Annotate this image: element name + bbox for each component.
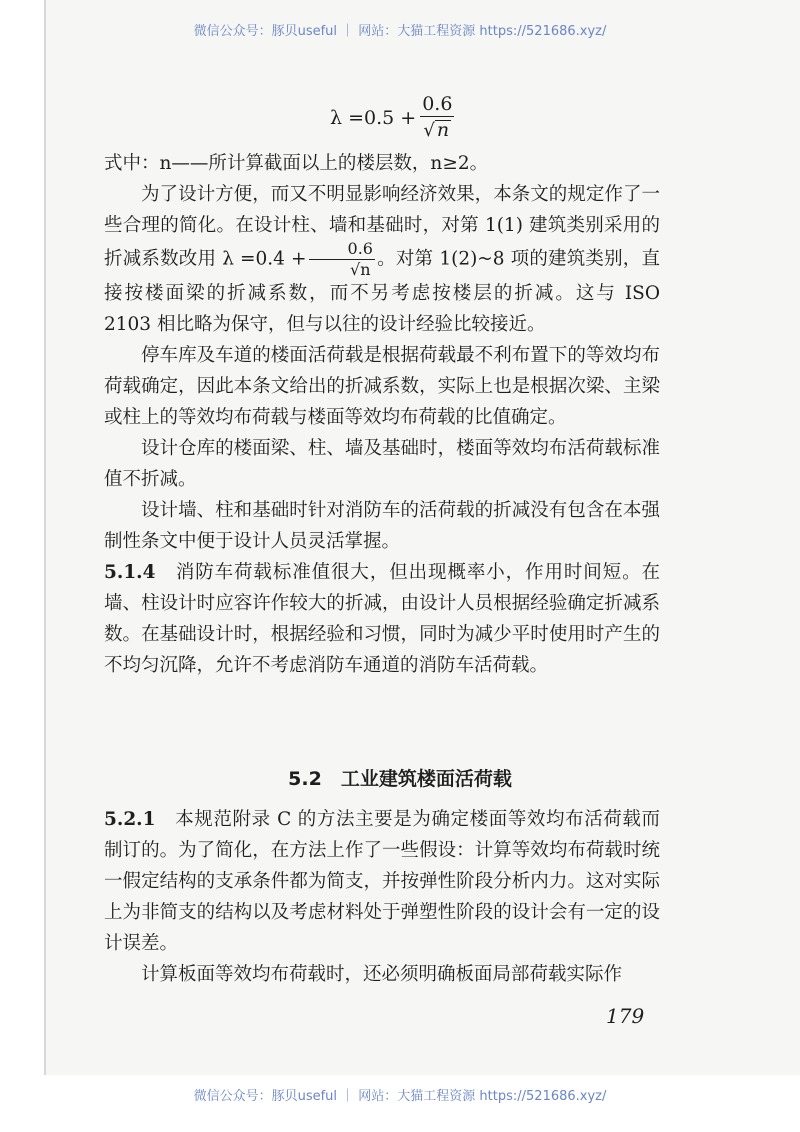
paragraph-warehouse: 设计仓库的楼面梁、柱、墙及基础时，楼面等效均布活荷载标准值不折减。 <box>104 438 660 490</box>
inline-fraction-numerator: 0.6 <box>309 241 375 260</box>
formula-numerator: 0.6 <box>422 93 453 115</box>
page-edge <box>44 0 46 1075</box>
body-text-upper <box>104 148 660 681</box>
formula-lambda <box>330 95 454 140</box>
formula-lhs: λ =0.5 + <box>330 106 417 129</box>
inline-fraction-denominator: √n <box>350 260 371 279</box>
clause-number-5-1-4: 5.1.4 <box>104 562 156 583</box>
formula-radicand: n <box>436 119 450 141</box>
watermark-bottom: 微信公众号：豚贝useful ｜ 网站：大猫工程资源 https://521686.xyz/ <box>193 1089 607 1104</box>
paragraph-simplification <box>104 179 660 340</box>
paragraph-5-1-4 <box>104 557 660 681</box>
paragraph-fire-truck-design: 设计墙、柱和基础时针对消防车的活荷载的折减没有包含在本强制性条文中便于设计人员灵活掌握。 <box>104 500 660 552</box>
formula-denominator <box>423 117 451 140</box>
paragraph-garage: 停车库及车道的楼面活荷载是根据荷载最不利布置下的等效均布荷载确定，因此本条文给出的折减系数，实际上也是根据次梁、主梁或柱上的等效均布荷载与楼面等效均布荷载的比值确定。 <box>104 345 660 428</box>
body-text-lower <box>104 804 660 990</box>
sqrt-icon: √ <box>423 120 435 141</box>
paragraph-simplification-part1: 为了设计方便，而又不明显影响经济效果，本条文的规定作了一些合理的简化。在设计柱、墙和基础时，对第 1(1) 建筑类别采用的折减系数改用 λ =0.4 + <box>104 184 660 270</box>
clause-text-5-1-4: 消防车荷载标准值很大，但出现概率小，作用时间短。在墙、柱设计时应容许作较大的折减，由设计人员根据经验确定折减系数。在基础设计时，根据经验和习惯，同时为减少平时使用时产生的不均匀沉降，允许不考虑消防车通道的消防车活荷载。 <box>104 562 660 676</box>
paragraph-5-2-1 <box>104 804 660 959</box>
section-title: 5.2 工业建筑楼面活荷载 <box>288 768 512 790</box>
watermark-top: 微信公众号：豚贝useful ｜ 网站：大猫工程资源 https://521686.xyz/ <box>193 24 607 39</box>
clause-number-5-2-1: 5.2.1 <box>104 809 156 830</box>
paragraph-formula-note: 式中：n——所计算截面以上的楼层数，n≥2。 <box>104 153 489 174</box>
paragraph-slab-load: 计算板面等效均布荷载时，还必须明确板面局部荷载实际作 <box>141 964 623 985</box>
inline-fraction <box>309 241 375 278</box>
page-number: 179 <box>606 1004 645 1028</box>
paragraph-simplification-part2: 。对第 1(2)~8 项的建筑类别，直接按楼面梁的折减系数，而不另考虑按楼层的折减。这与 ISO 2103 相比略为保守，但与以往的设计经验比较接近。 <box>104 248 660 335</box>
formula-fraction <box>420 95 454 140</box>
clause-text-5-2-1: 本规范附录 C 的方法主要是为确定楼面等效均布活荷载而制订的。为了简化，在方法上作了一些假设：计算等效均布荷载时统一假定结构的支承条件都为简支，并按弹性阶段分析内力。这对实际上为非简支的结构以及考虑材料处于弹塑性阶段的设计会有一定的设计误差。 <box>104 809 660 954</box>
